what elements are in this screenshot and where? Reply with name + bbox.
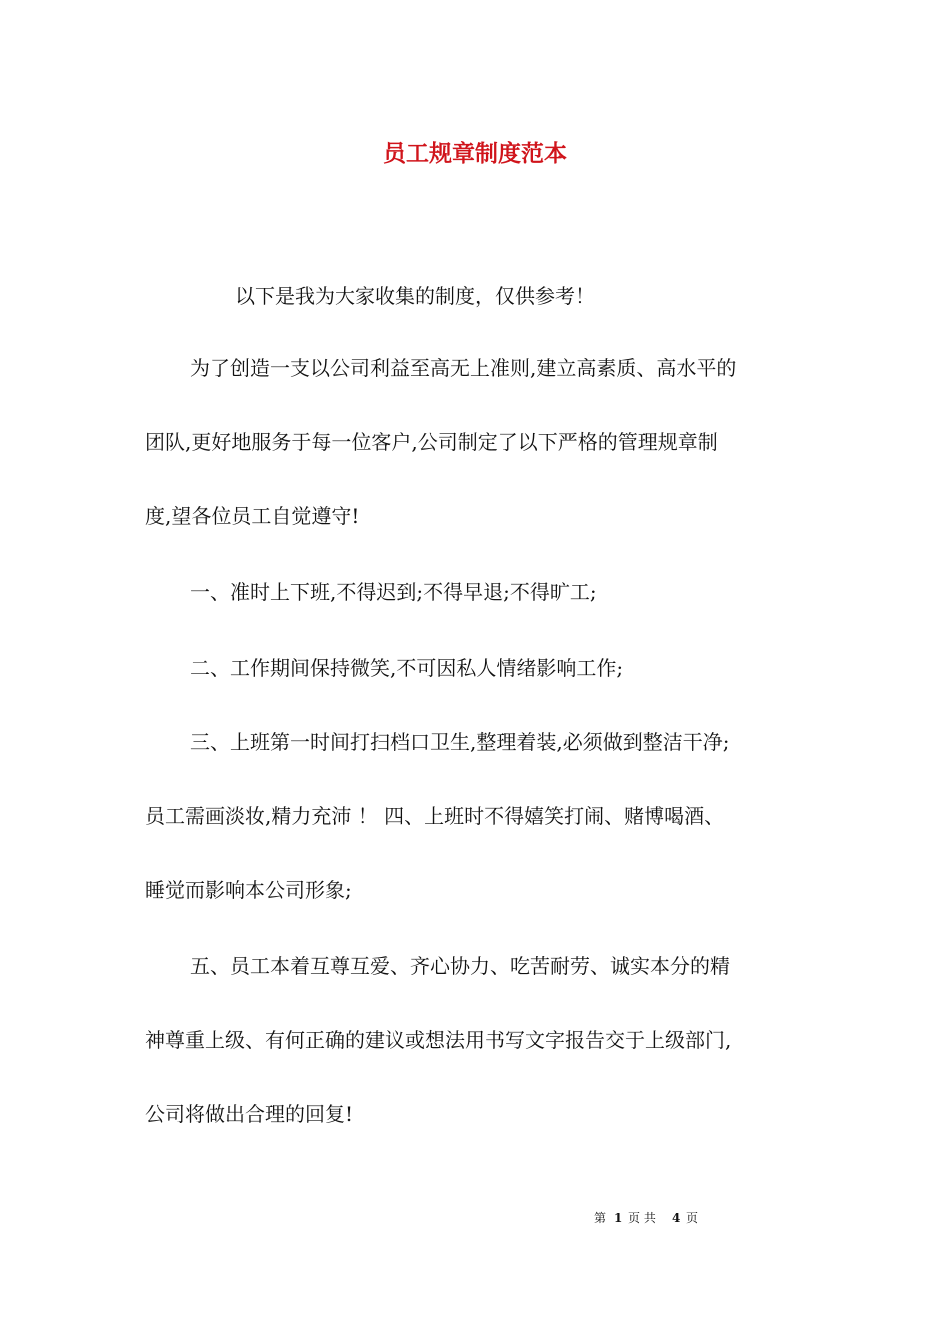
- rule-item-3: 三、上班第一时间打扫档口卫生,整理着装,必须做到整洁干净;: [190, 730, 730, 754]
- footer-suffix: 页: [686, 1211, 699, 1225]
- rule-item-2: 二、工作期间保持微笑,不可因私人情绪影响工作;: [190, 656, 624, 680]
- intro-paragraph: 以下是我为大家收集的制度，仅供参考！: [235, 284, 595, 308]
- paragraph-line: 团队,更好地服务于每一位客户,公司制定了以下严格的管理规章制: [145, 430, 718, 454]
- document-title: 员工规章制度范本: [383, 140, 567, 167]
- total-pages-number: 4: [672, 1211, 681, 1225]
- paragraph-line: 神尊重上级、有何正确的建议或想法用书写文字报告交于上级部门,: [145, 1028, 732, 1052]
- paragraph-line: 睡觉而影响本公司形象;: [145, 878, 352, 902]
- paragraph-line: 度,望各位员工自觉遵守!: [145, 504, 360, 528]
- current-page-number: 1: [614, 1211, 623, 1225]
- rule-item-5: 五、员工本着互尊互爱、齐心协力、吃苦耐劳、诚实本分的精: [190, 954, 730, 978]
- rule-item-1: 一、准时上下班,不得迟到;不得早退;不得旷工;: [190, 580, 597, 604]
- paragraph-line: 员工需画淡妆,精力充沛 ！ 四、上班时不得嬉笑打闹、赌博喝酒、: [145, 804, 725, 828]
- footer-mid: 页 共: [628, 1211, 656, 1225]
- paragraph-line: 为了创造一支以公司利益至高无上准则,建立高素质、高水平的: [190, 356, 737, 380]
- paragraph-line: 公司将做出合理的回复!: [145, 1102, 354, 1126]
- footer-prefix: 第: [594, 1211, 607, 1225]
